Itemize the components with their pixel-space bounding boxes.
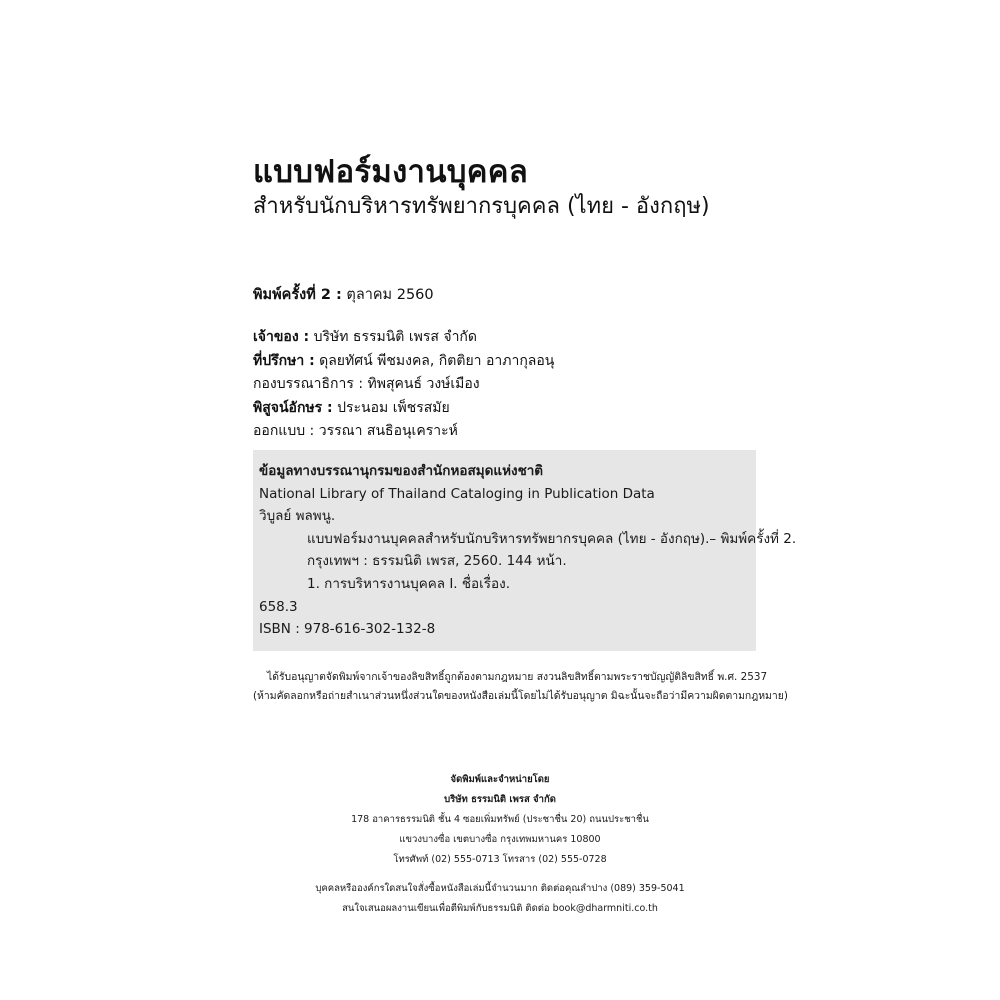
cip-author: วิบูลย์ พลพนู. bbox=[259, 508, 336, 525]
cip-isbn: ISBN : 978-616-302-132-8 bbox=[259, 621, 436, 638]
submission-contact-note: สนใจเสนอผลงานเขียนเพื่อตีพิมพ์กับธรรมนิติ ติดต่อ book@dharmniti.co.th bbox=[342, 903, 658, 914]
credit-design bbox=[253, 420, 554, 444]
credit-owner bbox=[253, 326, 554, 350]
spacer bbox=[300, 870, 700, 879]
copyright-line-1: ได้รับอนุญาตจัดพิมพ์จากเจ้าของลิขสิทธิ์ถูกต้องตามกฎหมาย สงวนลิขสิทธิ์ตามพระราชบัญญัติลิขสิทธิ์ พ.ศ. 2537 bbox=[267, 671, 768, 683]
credit-label: พิสูจน์อักษร : bbox=[253, 399, 333, 416]
publisher-info bbox=[300, 770, 700, 919]
cip-title-english: National Library of Thailand Cataloging in Publication Data bbox=[259, 485, 655, 502]
cip-box bbox=[253, 450, 797, 651]
publisher-phone: โทรศัพท์ (02) 555-0713 โทรสาร (02) 555-0728 bbox=[393, 854, 607, 865]
credit-advisors bbox=[253, 350, 554, 374]
edition-line bbox=[253, 283, 434, 306]
credit-value: ประนอม เพ็ชรสมัย bbox=[337, 399, 450, 416]
credit-value: ดุลยทัศน์ พีชมงคล, กิตติยา อาภากุลอนุ bbox=[319, 352, 555, 369]
credit-proofreader bbox=[253, 397, 554, 421]
cip-entry-line-2: กรุงเทพฯ : ธรรมนิติ เพรส, 2560. 144 หน้า. bbox=[307, 553, 567, 570]
credit-label: ออกแบบ : bbox=[253, 423, 315, 440]
book-subtitle: สำหรับนักบริหารทรัพยากรบุคคล (ไทย - อังกฤษ) bbox=[253, 194, 710, 219]
book-title: แบบฟอร์มงานบุคคล bbox=[253, 154, 529, 190]
cip-subject: 1. การบริหารงานบุคคล I. ชื่อเรื่อง. bbox=[307, 575, 511, 592]
cip-title-thai: ข้อมูลทางบรรณานุกรมของสำนักหอสมุดแห่งชาติ bbox=[259, 463, 544, 479]
bulk-order-note: บุคคลหรือองค์กรใดสนใจสั่งซื้อหนังสือเล่มนี้จำนวนมาก ติดต่อคุณลำปาง (089) 359-5041 bbox=[315, 883, 685, 894]
publisher-heading: จัดพิมพ์และจำหน่ายโดย bbox=[450, 774, 550, 785]
credit-label: กองบรรณาธิการ : bbox=[253, 376, 364, 393]
credit-label: เจ้าของ : bbox=[253, 329, 310, 345]
edition-value: ตุลาคม 2560 bbox=[346, 287, 434, 303]
cip-entry-line-1: แบบฟอร์มงานบุคคลสำหรับนักบริหารทรัพยากรบุคคล (ไทย - อังกฤษ).– พิมพ์ครั้งที่ 2. bbox=[307, 530, 797, 547]
publisher-name: บริษัท ธรรมนิติ เพรส จำกัด bbox=[444, 794, 556, 805]
credit-value: ทิพสุคนธ์ วงษ์เมือง bbox=[367, 376, 480, 393]
copyright-line-2: (ห้ามคัดลอกหรือถ่ายสำเนาส่วนหนึ่งส่วนใดของหนังสือเล่มนี้โดยไม่ได้รับอนุญาต มิฉะนั้นจะถือว่ามีความผิดตามกฎหมาย) bbox=[253, 690, 788, 702]
cip-classification: 658.3 bbox=[259, 598, 298, 615]
publisher-address-1: 178 อาคารธรรมนิติ ชั้น 4 ซอยเพิ่มทรัพย์ (ประชาชื่น 20) ถนนประชาชื่น bbox=[351, 814, 649, 825]
credit-editorial bbox=[253, 373, 554, 397]
copyright-notice bbox=[253, 668, 788, 706]
publisher-address-2: แขวงบางซื่อ เขตบางซื่อ กรุงเทพมหานคร 10800 bbox=[399, 834, 601, 845]
credit-value: วรรณา สนธิอนุเคราะห์ bbox=[318, 423, 458, 440]
credit-value: บริษัท ธรรมนิติ เพรส จำกัด bbox=[313, 329, 477, 345]
credits-list bbox=[253, 326, 554, 444]
edition-label: พิมพ์ครั้งที่ 2 : bbox=[253, 287, 342, 303]
credit-label: ที่ปรึกษา : bbox=[253, 352, 315, 369]
